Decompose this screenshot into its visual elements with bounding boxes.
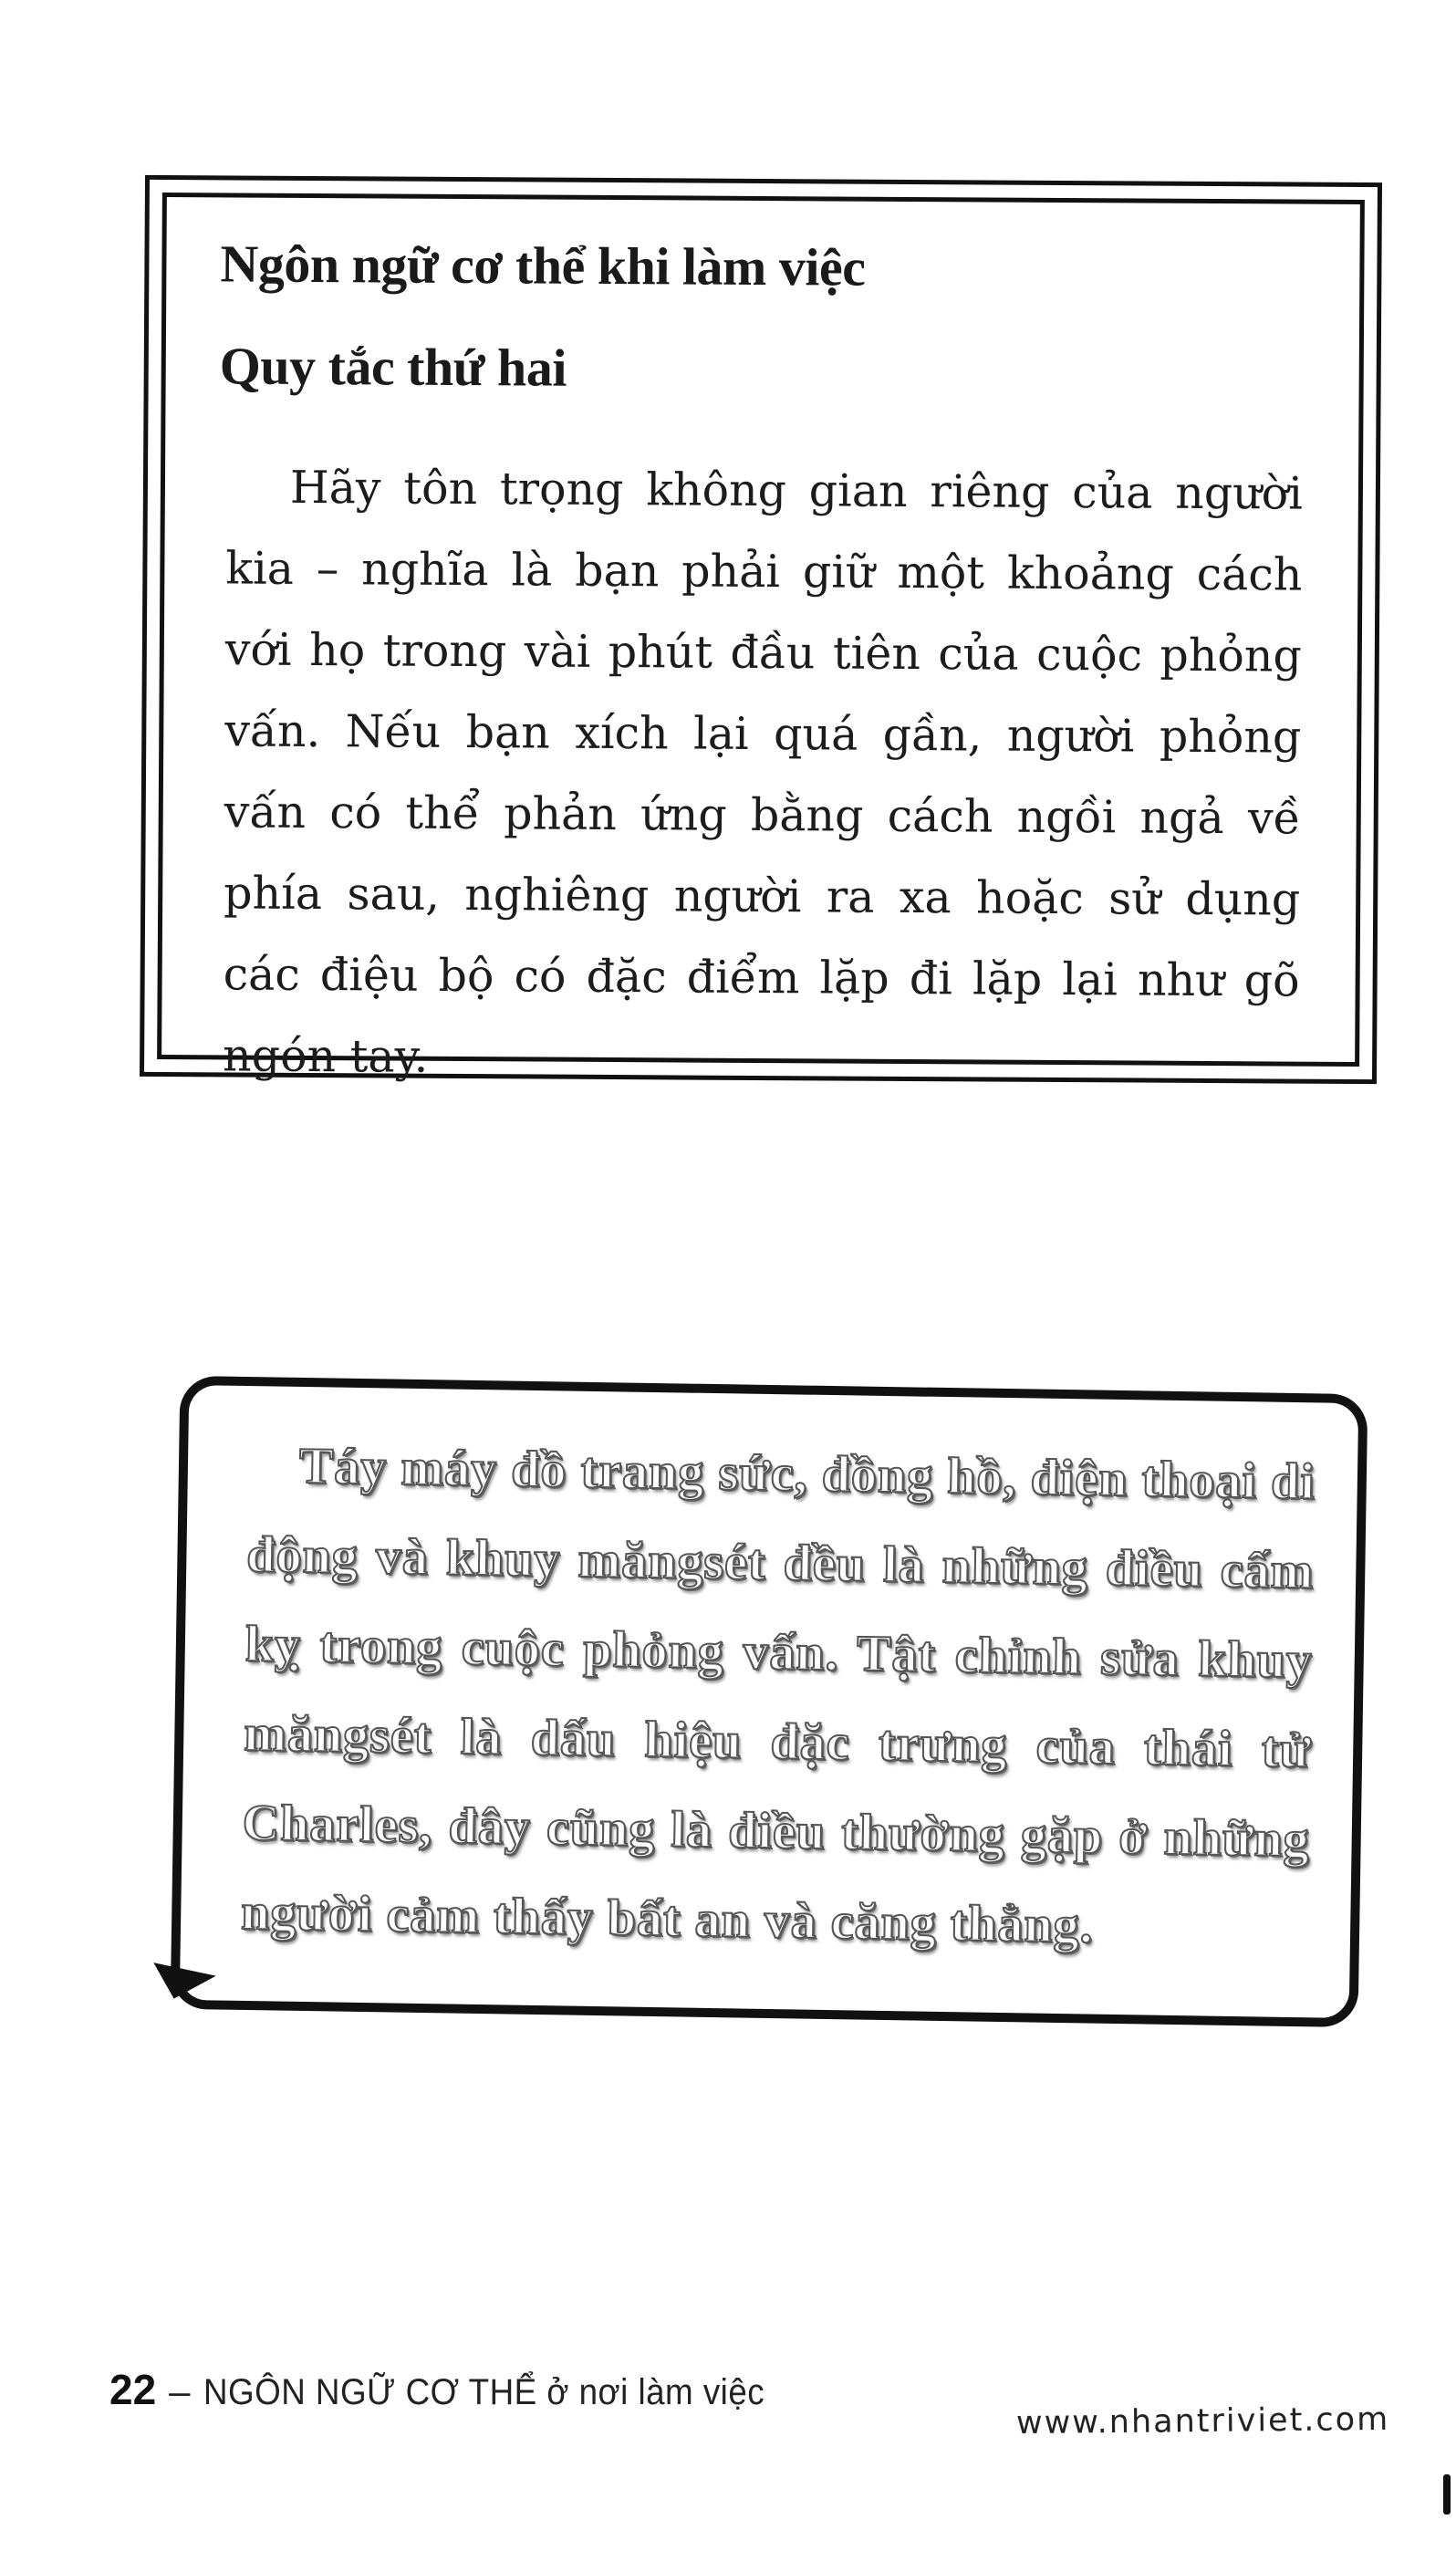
book-title: NGÔN NGỮ CƠ THỂ ở nơi làm việc	[203, 2372, 764, 2412]
page-footer	[109, 2365, 813, 2414]
page-number: 22	[109, 2366, 157, 2413]
rule-box	[140, 175, 1382, 1084]
rule-subheading: Quy tắc thứ hai	[219, 336, 567, 398]
speech-bubble-text: Táy máy đồ trang sức, đồng hồ, điện thoại di động và khuy măngsét đều là những điều cấm kỵ trong cuộc phỏng vấn. Tật chỉnh sửa khuy măngsét là dấu hiệu đặc trưng của thái tử Charles, đây cũng là điều thường gặp ở những người cảm thấy bất an và căng thẳng.	[240, 1437, 1316, 1954]
footer-dash: –	[169, 2369, 191, 2412]
page-edge-mark	[1443, 2474, 1451, 2515]
publisher-website: www.nhantriviet.com	[1015, 2400, 1390, 2442]
rule-body-text: Hãy tôn trọng không gian riêng của người kia – nghĩa là bạn phải giữ một khoảng cách với họ trong vài phút đầu tiên của cuộc phỏng vấn. Nếu bạn xích lại quá gần, người phỏng vấn có thể phản ứng bằng cách ngồi ngả về phía sau, nghiêng người ra xa hoặc sử dụng các điệu bộ có đặc điểm lặp đi lặp lại như gõ ngón tay.	[222, 461, 1304, 1083]
speech-bubble	[171, 1376, 1368, 2027]
section-heading: Ngôn ngữ cơ thể khi làm việc	[220, 234, 866, 297]
